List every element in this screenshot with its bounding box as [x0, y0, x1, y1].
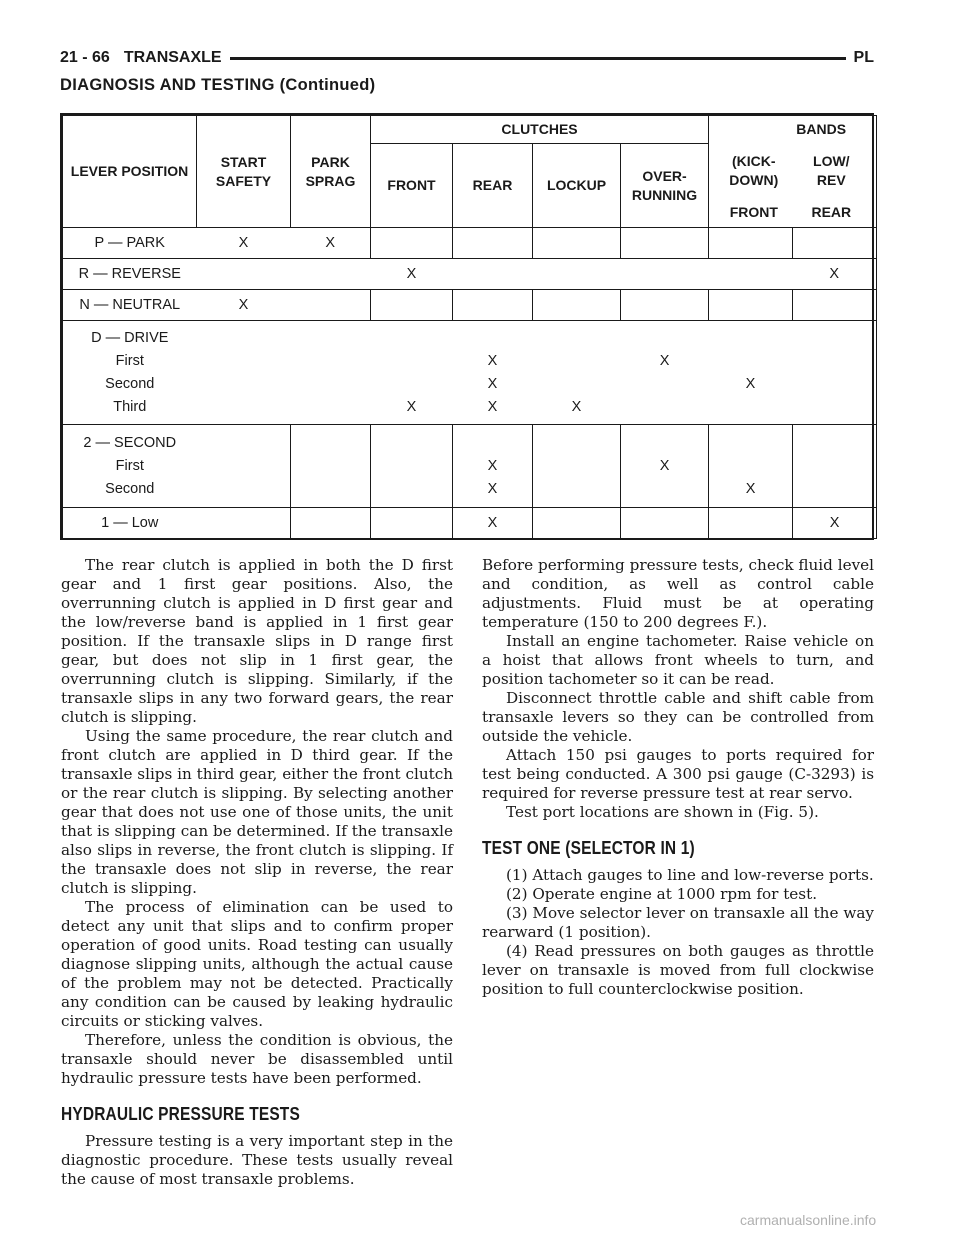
procedure-step: (3) Move selector lever on transaxle all the way rearward (1 position). [482, 904, 874, 941]
model-code: PL [853, 49, 874, 66]
table-row: N — NEUTRAL X [63, 290, 877, 321]
bands-group-header [709, 116, 877, 228]
table-row: R — REVERSE X X [63, 259, 877, 290]
front-clutch-header: FRONT [371, 144, 453, 228]
paragraph: The rear clutch is applied in both the D first gear and 1 first gear positions. Also, the overrunning clutch is applied in D first gear and the low/reverse band is applied in 1 first gear position. If the transaxle slips in D range first gear, but does not slip in 1 first gear, the overrunning clutch is slipping. Similarly, if the transaxle slips in any two forward gears, the rear clutch is slipping. [61, 556, 453, 726]
paragraph: Install an engine tachometer. Raise vehicle on a hoist that allows front wheels to turn, and position tachometer so it can be read. [482, 632, 874, 688]
paragraph: Pressure testing is a very important step in the diagnostic procedure. These tests usually reveal the cause of most transaxle problems. [61, 1132, 453, 1188]
park-sprag-header: PARK SPRAG [291, 116, 371, 228]
header-rule [230, 57, 846, 60]
clutches-group-header: CLUTCHES [371, 116, 709, 144]
hydraulic-pressure-tests-heading: HYDRAULIC PRESSURE TESTS [61, 1104, 300, 1124]
table-row: P — PARK X X [63, 228, 877, 259]
paragraph: Therefore, unless the condition is obvious, the transaxle should never be disassembled until hydraulic pressure tests have been performed. [61, 1031, 453, 1087]
procedure-step: (4) Read pressures on both gauges as throttle lever on transaxle is moved from full clockwise position to full counterclockwise position. [482, 942, 874, 998]
bands-label: BANDS [796, 121, 847, 137]
procedure-step: (2) Operate engine at 1000 rpm for test. [506, 885, 818, 903]
paragraph: Test port locations are shown in (Fig. 5). [506, 803, 819, 821]
paragraph: Disconnect throttle cable and shift cable from transaxle levers so they can be controlled from outside the vehicle. [482, 689, 874, 745]
left-text-column [61, 556, 453, 1189]
right-text-column [482, 556, 874, 999]
test-one-heading: TEST ONE (SELECTOR IN 1) [482, 838, 695, 858]
table-row: 1 — Low X X [63, 508, 877, 539]
clutch-band-application-table [60, 113, 874, 540]
table-row-drive: D — DRIVE First Second Third X X X X X X X [63, 321, 877, 425]
watermark: carmanualsonline.info [740, 1212, 877, 1228]
lever-position-header: LEVER POSITION [63, 116, 197, 228]
table-row-second: 2 — SECOND First Second X X X X [63, 425, 877, 508]
page-header [60, 46, 874, 70]
lockup-clutch-header: LOCKUP [533, 144, 621, 228]
paragraph: The process of elimination can be used to detect any unit that slips and to confirm proper operation of good units. Road testing can usually diagnose slipping units, although the actual cause of the problem may not be detected. Practically any condition can be caused by leaking hydraulic circuits or sticking valves. [61, 898, 453, 1030]
kickdown-header: (KICK- DOWN) FRONT [729, 153, 779, 220]
low-reverse-header: LOW/ REV REAR [811, 153, 852, 220]
procedure-step: (1) Attach gauges to line and low-reverse ports. [506, 866, 874, 884]
page-number: 21 - 66 [60, 49, 110, 66]
paragraph: Attach 150 psi gauges to ports required for test being conducted. A 300 psi gauge (C-3293) is required for reverse pressure test at rear servo. [482, 746, 874, 802]
continued-heading: DIAGNOSIS AND TESTING (Continued) [60, 76, 376, 94]
paragraph: Before performing pressure tests, check fluid level and condition, as well as control cable adjustments. Fluid must be at operating temperature (150 to 200 degrees F.). [482, 556, 874, 631]
rear-clutch-header: REAR [453, 144, 533, 228]
overrunning-clutch-header: OVER- RUNNING [621, 144, 709, 228]
start-safety-header: START SAFETY [197, 116, 291, 228]
paragraph: Using the same procedure, the rear clutch and front clutch are applied in D third gear. If the transaxle slips in third gear, either the front clutch or the rear clutch is slipping. By selecting another gear that does not use one of those units, the unit that is slipping can be determined. If the transaxle also slips in reverse, the front clutch is slipping. If the transaxle does not slip in reverse, the rear clutch is slipping. [61, 727, 453, 897]
section-title: TRANSAXLE [123, 49, 222, 66]
